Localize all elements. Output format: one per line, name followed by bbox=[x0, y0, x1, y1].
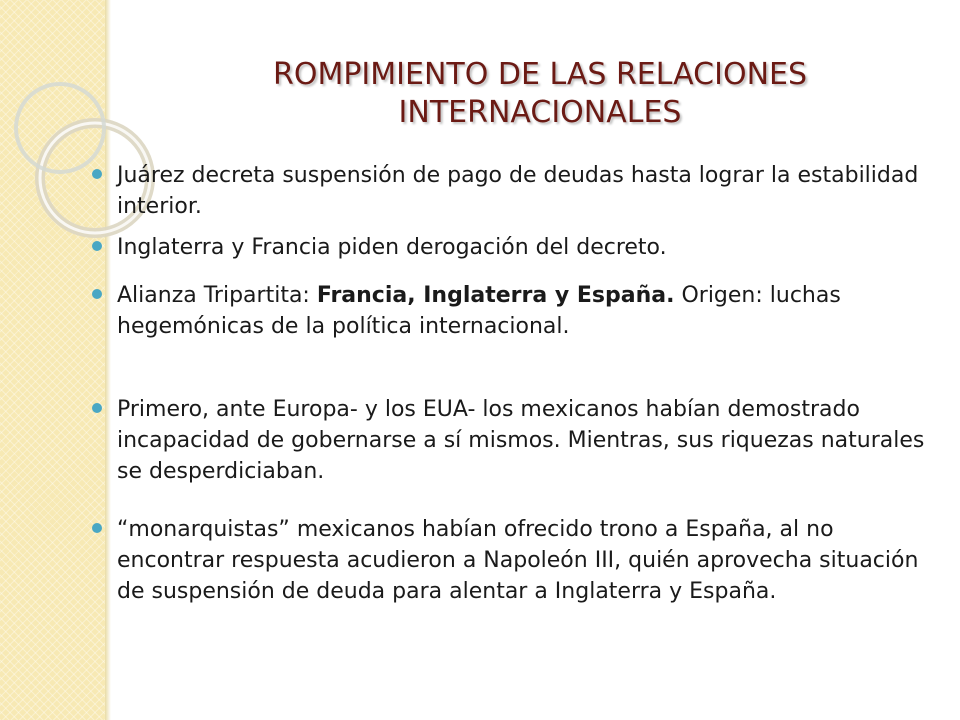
slide-title-line-1: ROMPIMIENTO DE LAS RELACIONES bbox=[272, 57, 808, 92]
bullet-text-bold: Francia, Inglaterra y España. bbox=[316, 283, 675, 308]
bullet-text: “monarquistas” mexicanos habían ofrecido trono a España, al no encontrar respuesta acudieron a Napoleón III, quién aprovecha situación de suspensión de deuda para alentar a Inglaterra y España. bbox=[117, 517, 919, 604]
bullet-item-suspension bbox=[90, 160, 940, 222]
bullet-dot-icon bbox=[92, 403, 102, 413]
bullet-item-alianza bbox=[90, 280, 940, 342]
bullet-dot-icon bbox=[92, 523, 102, 533]
bullet-item-derogacion bbox=[90, 232, 940, 263]
slide-title-line-2: INTERNACIONALES bbox=[398, 95, 682, 130]
bullet-dot-icon bbox=[92, 241, 102, 251]
bullet-item-primero bbox=[90, 394, 940, 487]
bullet-dot-icon bbox=[92, 289, 102, 299]
bullet-text: Primero, ante Europa- y los EUA- los mexicanos habían demostrado incapacidad de gobernarse a sí mismos. Mientras, sus riquezas naturales se desperdiciaban. bbox=[117, 397, 925, 484]
bullet-text: Juárez decreta suspensión de pago de deudas hasta lograr la estabilidad interior. bbox=[117, 163, 919, 219]
slide-title bbox=[150, 56, 930, 132]
bullet-item-monarquistas bbox=[90, 514, 940, 607]
bullet-text-pre: Alianza Tripartita: bbox=[117, 283, 317, 308]
bullet-text-post: Origen: luchas hegemónicas de la política internacional. bbox=[117, 283, 841, 339]
bullet-dot-icon bbox=[92, 169, 102, 179]
bullet-text: Inglaterra y Francia piden derogación del decreto. bbox=[117, 235, 667, 260]
